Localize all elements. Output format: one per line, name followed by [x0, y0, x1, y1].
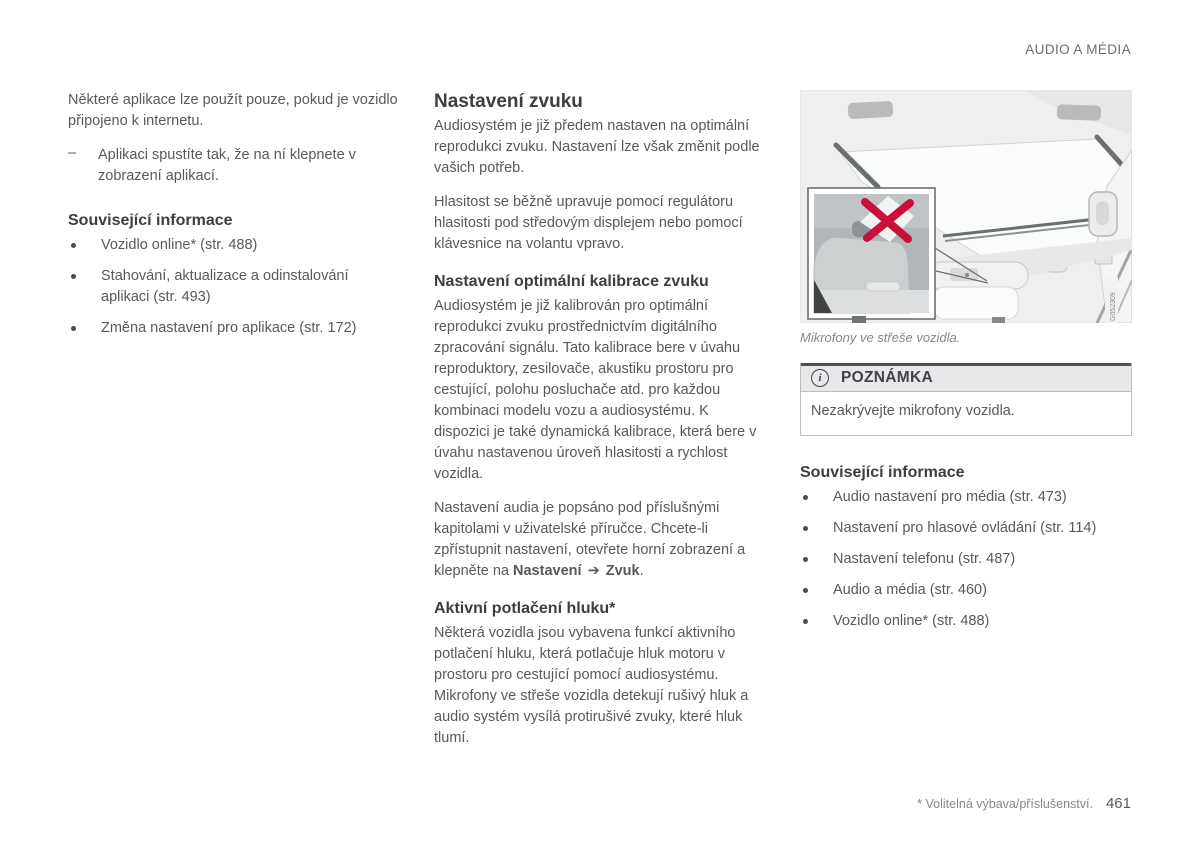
related-link[interactable]: [68, 235, 398, 256]
page-number: 461: [1105, 795, 1131, 812]
instruction-step: [68, 145, 398, 187]
paragraph-calibration: Audiosystém je již kalibrován pro optimální reprodukci zvuku prostřednictvím digitálního zpracování signálu. Tato kalibrace bere v úvahu reproduktory, zesilovače, akustiku prostoru pro cestující, polohu posluchače atd. pro každou kombinaci modelu vozu a audiosystému. K dispozici je také dynamická kalibrace, která bere v úvahu nastavenou úroveň hlasitosti a rychlost vozidla.: [434, 298, 757, 482]
bullet-dot: [71, 274, 76, 279]
related-info-heading-right: Související informace: [800, 464, 965, 481]
roof-handle-right: [1057, 104, 1101, 121]
related-link-text: Vozidlo online* (str. 488): [101, 237, 258, 253]
bullet-dot: [803, 495, 808, 500]
related-link[interactable]: [68, 318, 398, 339]
menu-item-sound: Zvuk: [605, 563, 640, 579]
settings-path-suffix: .: [639, 563, 644, 579]
related-link[interactable]: [68, 266, 398, 308]
bullet-dot: [803, 619, 808, 624]
roof-handle-left: [848, 101, 894, 119]
bullet-dot: [71, 243, 76, 248]
bullet-dot: [803, 588, 808, 593]
related-links-right: [800, 487, 1132, 632]
related-link[interactable]: [800, 487, 1132, 508]
note-header: [801, 363, 1131, 392]
page-footer: [917, 795, 1131, 812]
info-icon: i: [811, 369, 829, 387]
related-link[interactable]: [800, 611, 1132, 632]
related-link-text: Stahování, aktualizace a odinstalování aplikaci (str. 493): [101, 268, 349, 305]
inset-closeup: [808, 188, 935, 319]
running-header: AUDIO A MÉDIA: [1025, 42, 1131, 57]
intro-paragraph: Některé aplikace lze použít pouze, pokud je vozidlo připojeno k internetu.: [68, 92, 398, 129]
related-link[interactable]: [800, 549, 1132, 570]
subheading-calibration: Nastavení optimální kalibrace zvuku: [434, 273, 709, 290]
roof-figure: [800, 90, 1132, 345]
bullet-dot: [803, 557, 808, 562]
figure-caption: Mikrofony ve střeše vozidla.: [800, 330, 961, 345]
note-box: [800, 363, 1132, 436]
paragraph-volume: Hlasitost se běžně upravuje pomocí regulátoru hlasitosti pod středovým displejem nebo pomocí klávesnice na volantu vpravo.: [434, 194, 743, 252]
sun-visor: [934, 287, 1018, 319]
roof-interior-illustration: [800, 90, 1132, 323]
menu-item-settings: Nastavení: [513, 563, 582, 579]
section-title: Nastavení zvuku: [434, 91, 583, 112]
note-body: Nezakrývejte mikrofony vozidla.: [811, 403, 1015, 419]
middle-column: [434, 90, 767, 762]
option-footnote: * Volitelná výbava/příslušenství.: [917, 797, 1093, 811]
instruction-step-text: Aplikaci spustíte tak, že na ní klepnete v zobrazení aplikací.: [98, 147, 356, 184]
note-title: POZNÁMKA: [841, 369, 933, 386]
left-column: [68, 90, 398, 349]
paragraph-sound-intro: Audiosystém je již předem nastaven na optimální reprodukci zvuku. Nastavení lze však změnit podle vašich potřeb.: [434, 118, 760, 176]
related-link-text: Nastavení pro hlasové ovládání (str. 114): [833, 520, 1097, 536]
paragraph-noise-cancellation: Některá vozidla jsou vybavena funkcí aktivního potlačení hluku, která potlačuje hluk motoru v prostoru pro cestující pomocí audiosystému. Mikrofony ve střeše vozidla detekují rušivý hluk a audio systém vysílá protirušivé zvuky, které hluk tlumí.: [434, 625, 749, 746]
related-links-left: [68, 235, 398, 339]
menu-arrow-icon: ➔: [587, 563, 600, 579]
figure-code: G052309: [1110, 292, 1117, 321]
right-column: [800, 90, 1132, 642]
related-link[interactable]: [800, 518, 1132, 539]
related-link-text: Audio nastavení pro média (str. 473): [833, 489, 1067, 505]
related-info-heading-left: Související informace: [68, 212, 233, 229]
related-link-text: Nastavení telefonu (str. 487): [833, 551, 1016, 567]
bullet-dot: [71, 326, 76, 331]
related-link[interactable]: [800, 580, 1132, 601]
related-link-text: Změna nastavení pro aplikace (str. 172): [101, 320, 357, 336]
dash-bullet: –: [68, 145, 77, 161]
bullet-dot: [803, 526, 808, 531]
related-link-text: Audio a média (str. 460): [833, 582, 987, 598]
related-link-text: Vozidlo online* (str. 488): [833, 613, 990, 629]
subheading-noise-cancellation: Aktivní potlačení hluku*: [434, 600, 616, 617]
settings-path-prefix: Nastavení audia je popsáno pod příslušnými kapitolami v uživatelské příručce. Chcete-li zpřístupnit nastavení, otevřete horní zobrazení a klepněte na: [434, 500, 746, 579]
paragraph-settings-path: [434, 498, 767, 582]
